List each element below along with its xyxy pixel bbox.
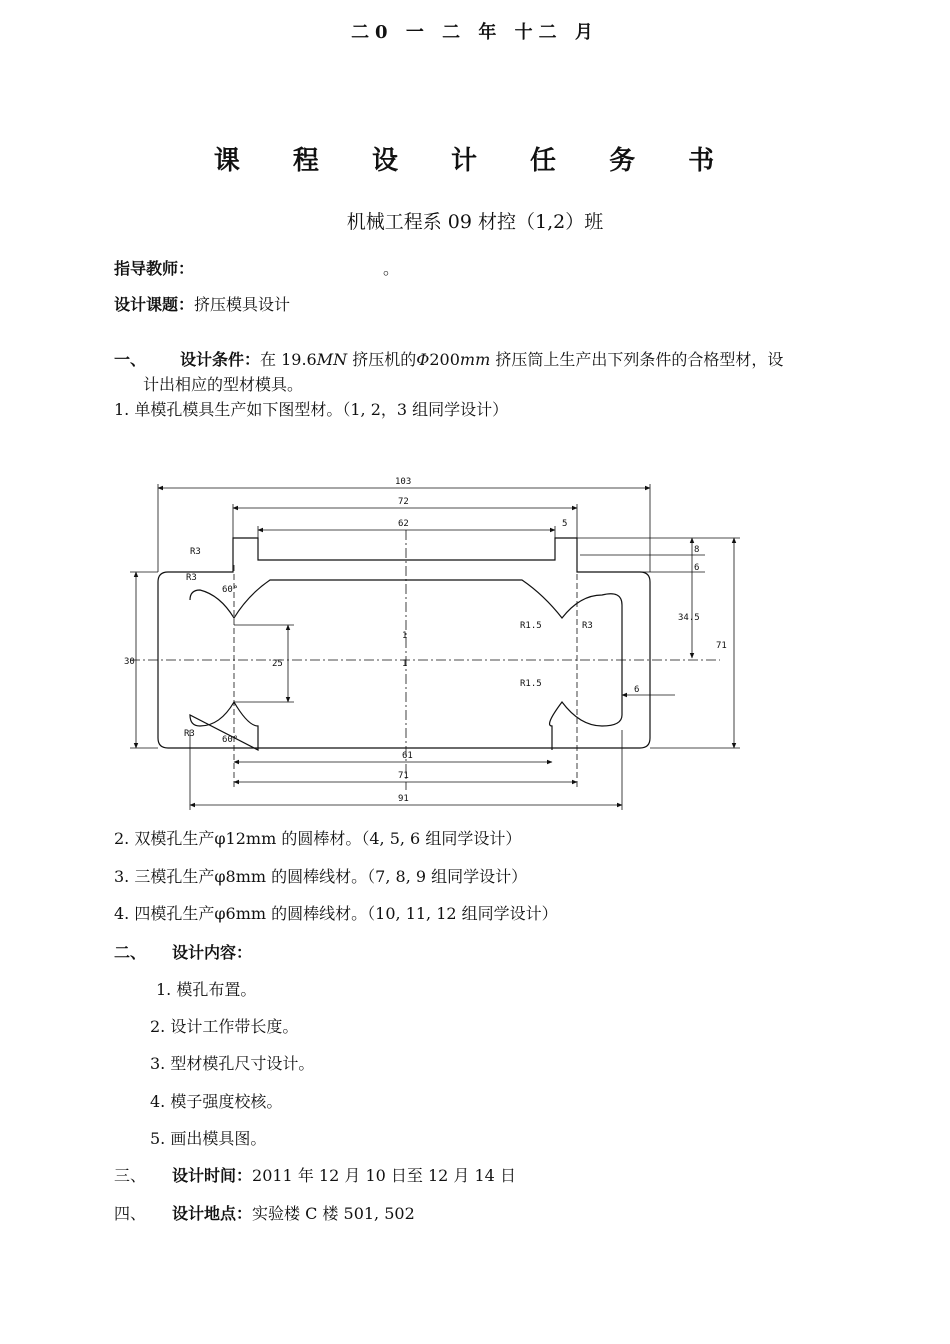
topic-value: 挤压模具设计 <box>194 295 291 314</box>
section2-item-3: 3. 型材模孔尺寸设计。 <box>150 1054 315 1073</box>
document-title: 课 程 设 计 任 务 书 <box>213 146 737 176</box>
section1-item-2: 2. 双模孔生产φ12mm 的圆棒材。（4, 5, 6 组同学设计） <box>114 829 522 848</box>
dim-6: 6 <box>634 685 640 695</box>
dim-5: 5 <box>562 519 568 529</box>
radius-r3-a: R3 <box>190 547 201 557</box>
angle-60-b: 60° <box>222 735 239 745</box>
dim-61: 61 <box>402 751 413 761</box>
section1-item-4: 4. 四模孔生产φ6mm 的圆棒线材。（10, 11, 12 组同学设计） <box>114 904 558 923</box>
section1-text-b: 挤压机的 <box>347 350 417 369</box>
radius-r1-5-a: R1.5 <box>520 621 542 631</box>
dim-1-a: 1 <box>402 631 408 641</box>
section1-num: 一、 <box>114 350 147 369</box>
section4-label: 设计地点： <box>172 1204 253 1223</box>
document-date: 二0 一 二 年 十二 月 <box>351 22 599 43</box>
profile-drawing-svg <box>110 470 770 815</box>
section4-line <box>172 1201 415 1224</box>
dim-103: 103 <box>395 477 412 487</box>
teacher-label: 指导教师： <box>114 259 195 278</box>
section2-item-5: 5. 画出模具图。 <box>150 1129 267 1148</box>
teacher-line <box>114 256 194 279</box>
section3-label: 设计时间： <box>172 1166 253 1185</box>
dim-1-b: 1 <box>402 659 408 669</box>
section2-label: 设计内容： <box>172 943 253 962</box>
section3-value: 2011 年 12 月 10 日至 12 月 14 日 <box>252 1166 516 1185</box>
section1-label: 设计条件： <box>180 350 261 369</box>
section4-num: 四、 <box>114 1204 147 1223</box>
section1-unit-b: mm <box>459 350 491 369</box>
dim-25: 25 <box>272 659 283 669</box>
radius-r3-c: R3 <box>582 621 593 631</box>
dim-34-5: 34.5 <box>678 613 700 623</box>
section1-dia: 200 <box>429 350 460 369</box>
radius-r3-b: R3 <box>186 573 197 583</box>
section1-unit-a: MN <box>316 350 348 369</box>
section1-text-a: 在 19.6 <box>260 350 317 369</box>
profile-drawing <box>110 470 770 815</box>
angle-60-a: 60° <box>222 585 239 595</box>
class-line: 机械工程系 09 材控（1,2）班 <box>346 211 604 233</box>
dim-62: 62 <box>398 519 409 529</box>
topic-label: 设计课题： <box>114 295 195 314</box>
section1-item-1: 1. 单模孔模具生产如下图型材。（1, 2，3 组同学设计） <box>114 400 509 419</box>
section1-item-3: 3. 三模孔生产φ8mm 的圆棒线材。（7, 8, 9 组同学设计） <box>114 867 528 886</box>
section4-value: 实验楼 C 楼 501, 502 <box>252 1204 415 1223</box>
section3-num: 三、 <box>114 1166 147 1185</box>
teacher-value: 。 <box>383 259 400 278</box>
section1-phi: Φ <box>416 350 430 369</box>
section1-heading <box>114 347 146 370</box>
section1-text-c: 挤压筒上生产出下列条件的合格型材，设 <box>490 350 784 369</box>
dim-71-v: 71 <box>716 641 727 651</box>
dim-91: 91 <box>398 794 409 804</box>
section2-item-4: 4. 模子强度校核。 <box>150 1092 283 1111</box>
section2-num: 二、 <box>114 943 147 962</box>
radius-r3-d: R3 <box>184 729 195 739</box>
dim-71: 71 <box>398 771 409 781</box>
dim-72: 72 <box>398 497 409 507</box>
section2-item-1: 1. 模孔布置。 <box>156 980 257 999</box>
section3-line <box>172 1163 516 1186</box>
dim-6-v: 6 <box>694 563 700 573</box>
section1-continuation: 计出相应的型材模具。 <box>143 375 304 394</box>
section2-item-2: 2. 设计工作带长度。 <box>150 1017 299 1036</box>
topic-line <box>114 292 290 315</box>
dim-8: 8 <box>694 545 700 555</box>
radius-r1-5-b: R1.5 <box>520 679 542 689</box>
section1-text <box>180 347 783 370</box>
dim-30: 30 <box>124 657 135 667</box>
